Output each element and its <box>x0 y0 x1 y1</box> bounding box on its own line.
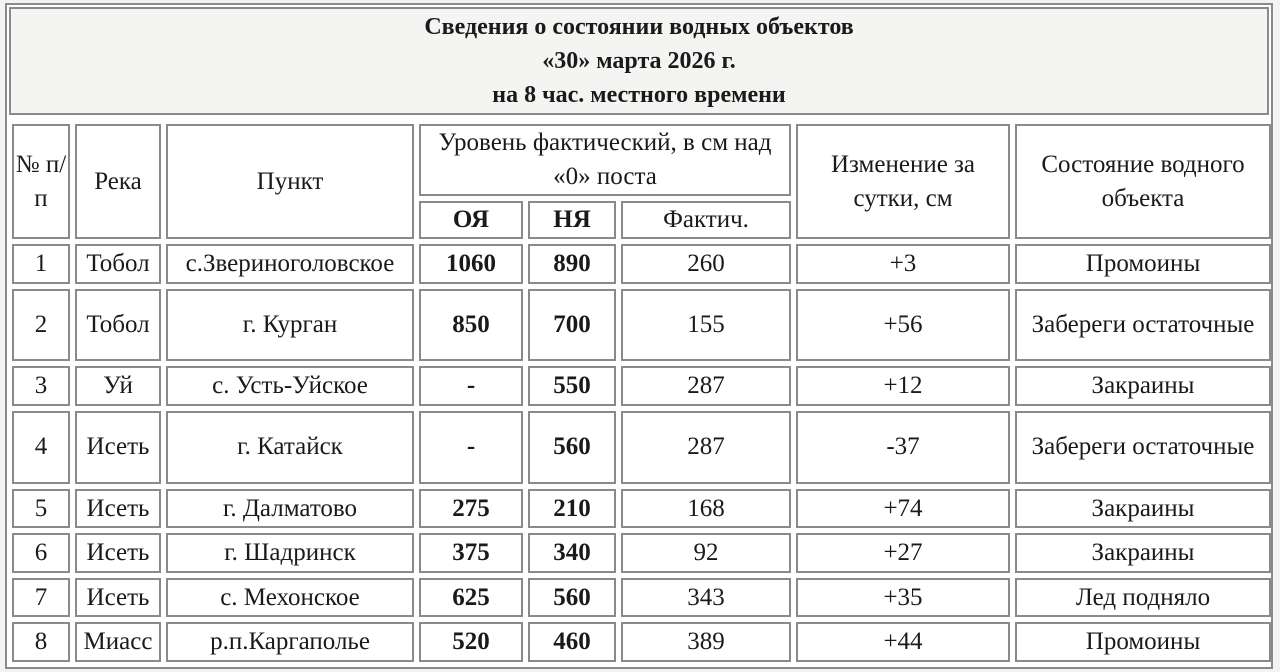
cell-num: 6 <box>12 533 70 573</box>
cell-oya: 1060 <box>419 244 523 284</box>
cell-nya: 550 <box>528 366 616 406</box>
cell-river: Исеть <box>75 578 161 618</box>
cell-state: Промоины <box>1015 244 1271 284</box>
cell-state: Забереги остаточные <box>1015 289 1271 362</box>
title-line-2: «30» марта 2026 г. <box>542 48 736 74</box>
cell-num: 8 <box>12 622 70 662</box>
report-frame <box>5 3 1273 669</box>
cell-nya: 210 <box>528 489 616 529</box>
cell-point: с. Мехонское <box>166 578 414 618</box>
cell-nya: 700 <box>528 289 616 362</box>
cell-fact: 168 <box>621 489 791 529</box>
report-title <box>9 7 1269 115</box>
cell-state: Промоины <box>1015 622 1271 662</box>
header-num: № п/п <box>12 124 70 239</box>
table-row <box>12 244 1271 284</box>
cell-river: Исеть <box>75 533 161 573</box>
header-point: Пункт <box>166 124 414 239</box>
cell-oya: 850 <box>419 289 523 362</box>
cell-river: Исеть <box>75 411 161 484</box>
header-level: Уровень фактический, в см над «0» поста <box>419 124 791 196</box>
cell-river: Уй <box>75 366 161 406</box>
cell-point: г. Катайск <box>166 411 414 484</box>
header-row-1 <box>12 124 1271 196</box>
cell-num: 3 <box>12 366 70 406</box>
cell-nya: 890 <box>528 244 616 284</box>
cell-change: -37 <box>796 411 1010 484</box>
cell-state: Закраины <box>1015 533 1271 573</box>
cell-river: Миасс <box>75 622 161 662</box>
cell-fact: 92 <box>621 533 791 573</box>
cell-state: Закраины <box>1015 489 1271 529</box>
cell-oya: 375 <box>419 533 523 573</box>
cell-river: Исеть <box>75 489 161 529</box>
cell-oya: 625 <box>419 578 523 618</box>
cell-nya: 560 <box>528 578 616 618</box>
title-line-1: Сведения о состоянии водных объектов <box>424 14 854 40</box>
cell-num: 7 <box>12 578 70 618</box>
cell-change: +74 <box>796 489 1010 529</box>
cell-point: с.Звериноголовское <box>166 244 414 284</box>
cell-point: г. Курган <box>166 289 414 362</box>
cell-fact: 260 <box>621 244 791 284</box>
cell-change: +3 <box>796 244 1010 284</box>
cell-state: Лед подняло <box>1015 578 1271 618</box>
water-objects-table <box>7 119 1276 667</box>
cell-nya: 560 <box>528 411 616 484</box>
cell-fact: 287 <box>621 411 791 484</box>
cell-fact: 287 <box>621 366 791 406</box>
table-row <box>12 578 1271 618</box>
cell-point: с. Усть-Уйское <box>166 366 414 406</box>
cell-river: Тобол <box>75 244 161 284</box>
cell-oya: - <box>419 411 523 484</box>
header-change: Изменение за сутки, см <box>796 124 1010 239</box>
cell-fact: 389 <box>621 622 791 662</box>
table-row <box>12 489 1271 529</box>
cell-oya: 275 <box>419 489 523 529</box>
cell-num: 1 <box>12 244 70 284</box>
cell-fact: 155 <box>621 289 791 362</box>
title-line-3: на 8 час. местного времени <box>492 82 786 108</box>
table-row <box>12 533 1271 573</box>
cell-change: +12 <box>796 366 1010 406</box>
table-row <box>12 411 1271 484</box>
cell-change: +44 <box>796 622 1010 662</box>
table-row <box>12 366 1271 406</box>
cell-change: +56 <box>796 289 1010 362</box>
header-fact: Фактич. <box>621 201 791 239</box>
cell-oya: 520 <box>419 622 523 662</box>
header-nya: НЯ <box>528 201 616 239</box>
cell-change: +35 <box>796 578 1010 618</box>
cell-point: г. Шадринск <box>166 533 414 573</box>
cell-river: Тобол <box>75 289 161 362</box>
cell-point: г. Далматово <box>166 489 414 529</box>
cell-state: Закраины <box>1015 366 1271 406</box>
cell-point: р.п.Каргаполье <box>166 622 414 662</box>
cell-num: 5 <box>12 489 70 529</box>
cell-fact: 343 <box>621 578 791 618</box>
table-row <box>12 622 1271 662</box>
header-state: Состояние водного объекта <box>1015 124 1271 239</box>
cell-change: +27 <box>796 533 1010 573</box>
cell-oya: - <box>419 366 523 406</box>
table-row <box>12 289 1271 362</box>
cell-num: 2 <box>12 289 70 362</box>
cell-state: Забереги остаточные <box>1015 411 1271 484</box>
cell-nya: 340 <box>528 533 616 573</box>
header-river: Река <box>75 124 161 239</box>
cell-nya: 460 <box>528 622 616 662</box>
header-oya: ОЯ <box>419 201 523 239</box>
cell-num: 4 <box>12 411 70 484</box>
